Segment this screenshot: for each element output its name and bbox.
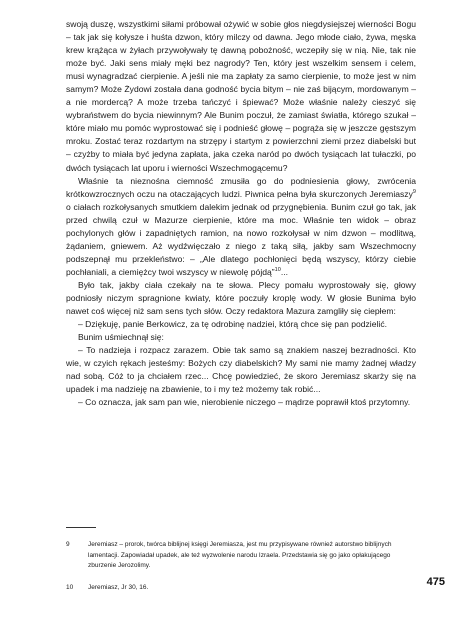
footnotes: [66, 540, 398, 593]
paragraph-text: Właśnie ta nieznośna ciemność zmusiła go do podniesienia głowy, zwrócenia krótkowzrocznych oczu na otaczających ludzi. Piwnica pełna była skurczonych Jeremiaszy: [66, 175, 416, 199]
footnote-text: Jeremiasz, Jr 30, 16.: [88, 583, 149, 591]
footnote-text: Jeremiasz – prorok, twórca biblijnej księgi Jeremiasza, jest mu przypisywane również autorstwo biblijnych lamentacji. Zapowiadał upadek, ale też wyzwolenie narodu Izraela. Przedstawia się go jako opłakującego zburzenie Jerozolimy.: [88, 541, 392, 570]
paragraph: [66, 318, 416, 331]
paragraph-text: Bunim uśmiechnął się:: [78, 332, 164, 343]
paragraph: [66, 331, 416, 344]
paragraph-text: – Dziękuję, panie Berkowicz, za tę odrobinę nadziei, którą chce się pan podzielić.: [78, 319, 388, 330]
paragraph-text: swoją duszę, wszystkimi siłami próbował ożywić w sobie głos niegdysiejszej wierności Bogu – tak jak się kołysze i huśta dzwon, który milczy od dawna. Jego młode ciało, żywa, męska krew krążąca w żyłach przywoływały tę dawną pobożność, wczepiły się w nią. Nie, tak nie może być. Jaki sens miały męki bez nagrody? Ten, który jest wszelkim sensem i celem, musi wynagradzać cierpienie. A jeśli nie ma zapłaty za samo cierpienie, to może jest w nim samym? Może Żydowi została dana godność bycia bitym – nie zaś bijącym, mordowanym – a nie mordercą? A może trzeba tańczyć i śpiewać? Może właśnie należy cieszyć się wybraństwem do bycia niewinnym? Ale Bunim poczuł, że zamiast światła, którego szukał – które miało mu pomóc wyprostować się i podnieść głowę – pogrąża się w jeszcze gęstszym mroku. Zostać teraz rozdartym na strzępy i startym z powierzchni ziemi przez diabelski but – czyżby to miała być jedyna zapłata, jaka czeka naród po dwóch tysiącach lat tułaczki, po dwóch tysiącach lat uporu i wierności Wszechmogącemu?: [66, 19, 416, 173]
paragraph-text: Było tak, jakby ciała czekały na te słowa. Plecy pomału wyprostowały się, głowy podniosły niczym spragnione kwiaty, które poczuły kroplę wody. W głosie Bunima było nawet coś więcej niż sam sens tych słów. Oczy redaktora Mazura zamgliły się ciepłem:: [66, 279, 416, 317]
paragraph-text: – To nadzieja i rozpacz zarazem. Obie tak samo są znakiem naszej bezradności. Kto wie, w czyich rękach jesteśmy: Bożych czy diabelskich? My sami nie mamy żadnej władzy nad sobą. Cóż to ja chciałem rzec... Chcę powiedzieć, że skoro Jeremiasz skarży się na upadek i ma nadzieję na zbawienie, to i my też możemy tak robić...: [66, 345, 416, 395]
footnote-reference: 9: [412, 188, 416, 195]
footnote-reference: 10: [274, 267, 281, 274]
paragraph-text: – Co oznacza, jak sam pan wie, nierobienie niczego – mądrze poprawił ktoś przytomny.: [78, 397, 411, 408]
footnote-9: [66, 540, 398, 572]
paragraph: [66, 344, 416, 396]
footnote-divider: [66, 527, 96, 528]
footnote-10: [66, 583, 398, 594]
page-number: 475: [426, 576, 445, 588]
paragraph: [66, 18, 416, 175]
paragraph-text: ...: [280, 266, 289, 277]
paragraph-text: o ciałach rozkołysanych smutkiem dalekim jednak od przygnębienia. Bunim czuł go tak, jak przed chwilą czuł w Mazurze cierpienie, które ma moc. Właśnie ten widok – obraz pochylonych głów i zapadniętych ramion, na nowo rozkołysał w nim dzwon – modlitwą, żądaniem, gniewem. Aż wydźwięczało z niego z taką siłą, jakby sam Wszechmocny podszepnął mu przekleństwo: – „Ale dlatego pochłonięci będą wszyscy, którzy ciebie pochłaniali, a ciemiężcy twoi wszyscy w niewolę pójdą”: [66, 201, 416, 277]
body-text: [66, 18, 416, 409]
footnote-number: 10: [66, 583, 74, 591]
paragraph: [66, 175, 416, 279]
footnote-number: 9: [66, 541, 70, 548]
paragraph: [66, 396, 416, 409]
paragraph: [66, 279, 416, 318]
